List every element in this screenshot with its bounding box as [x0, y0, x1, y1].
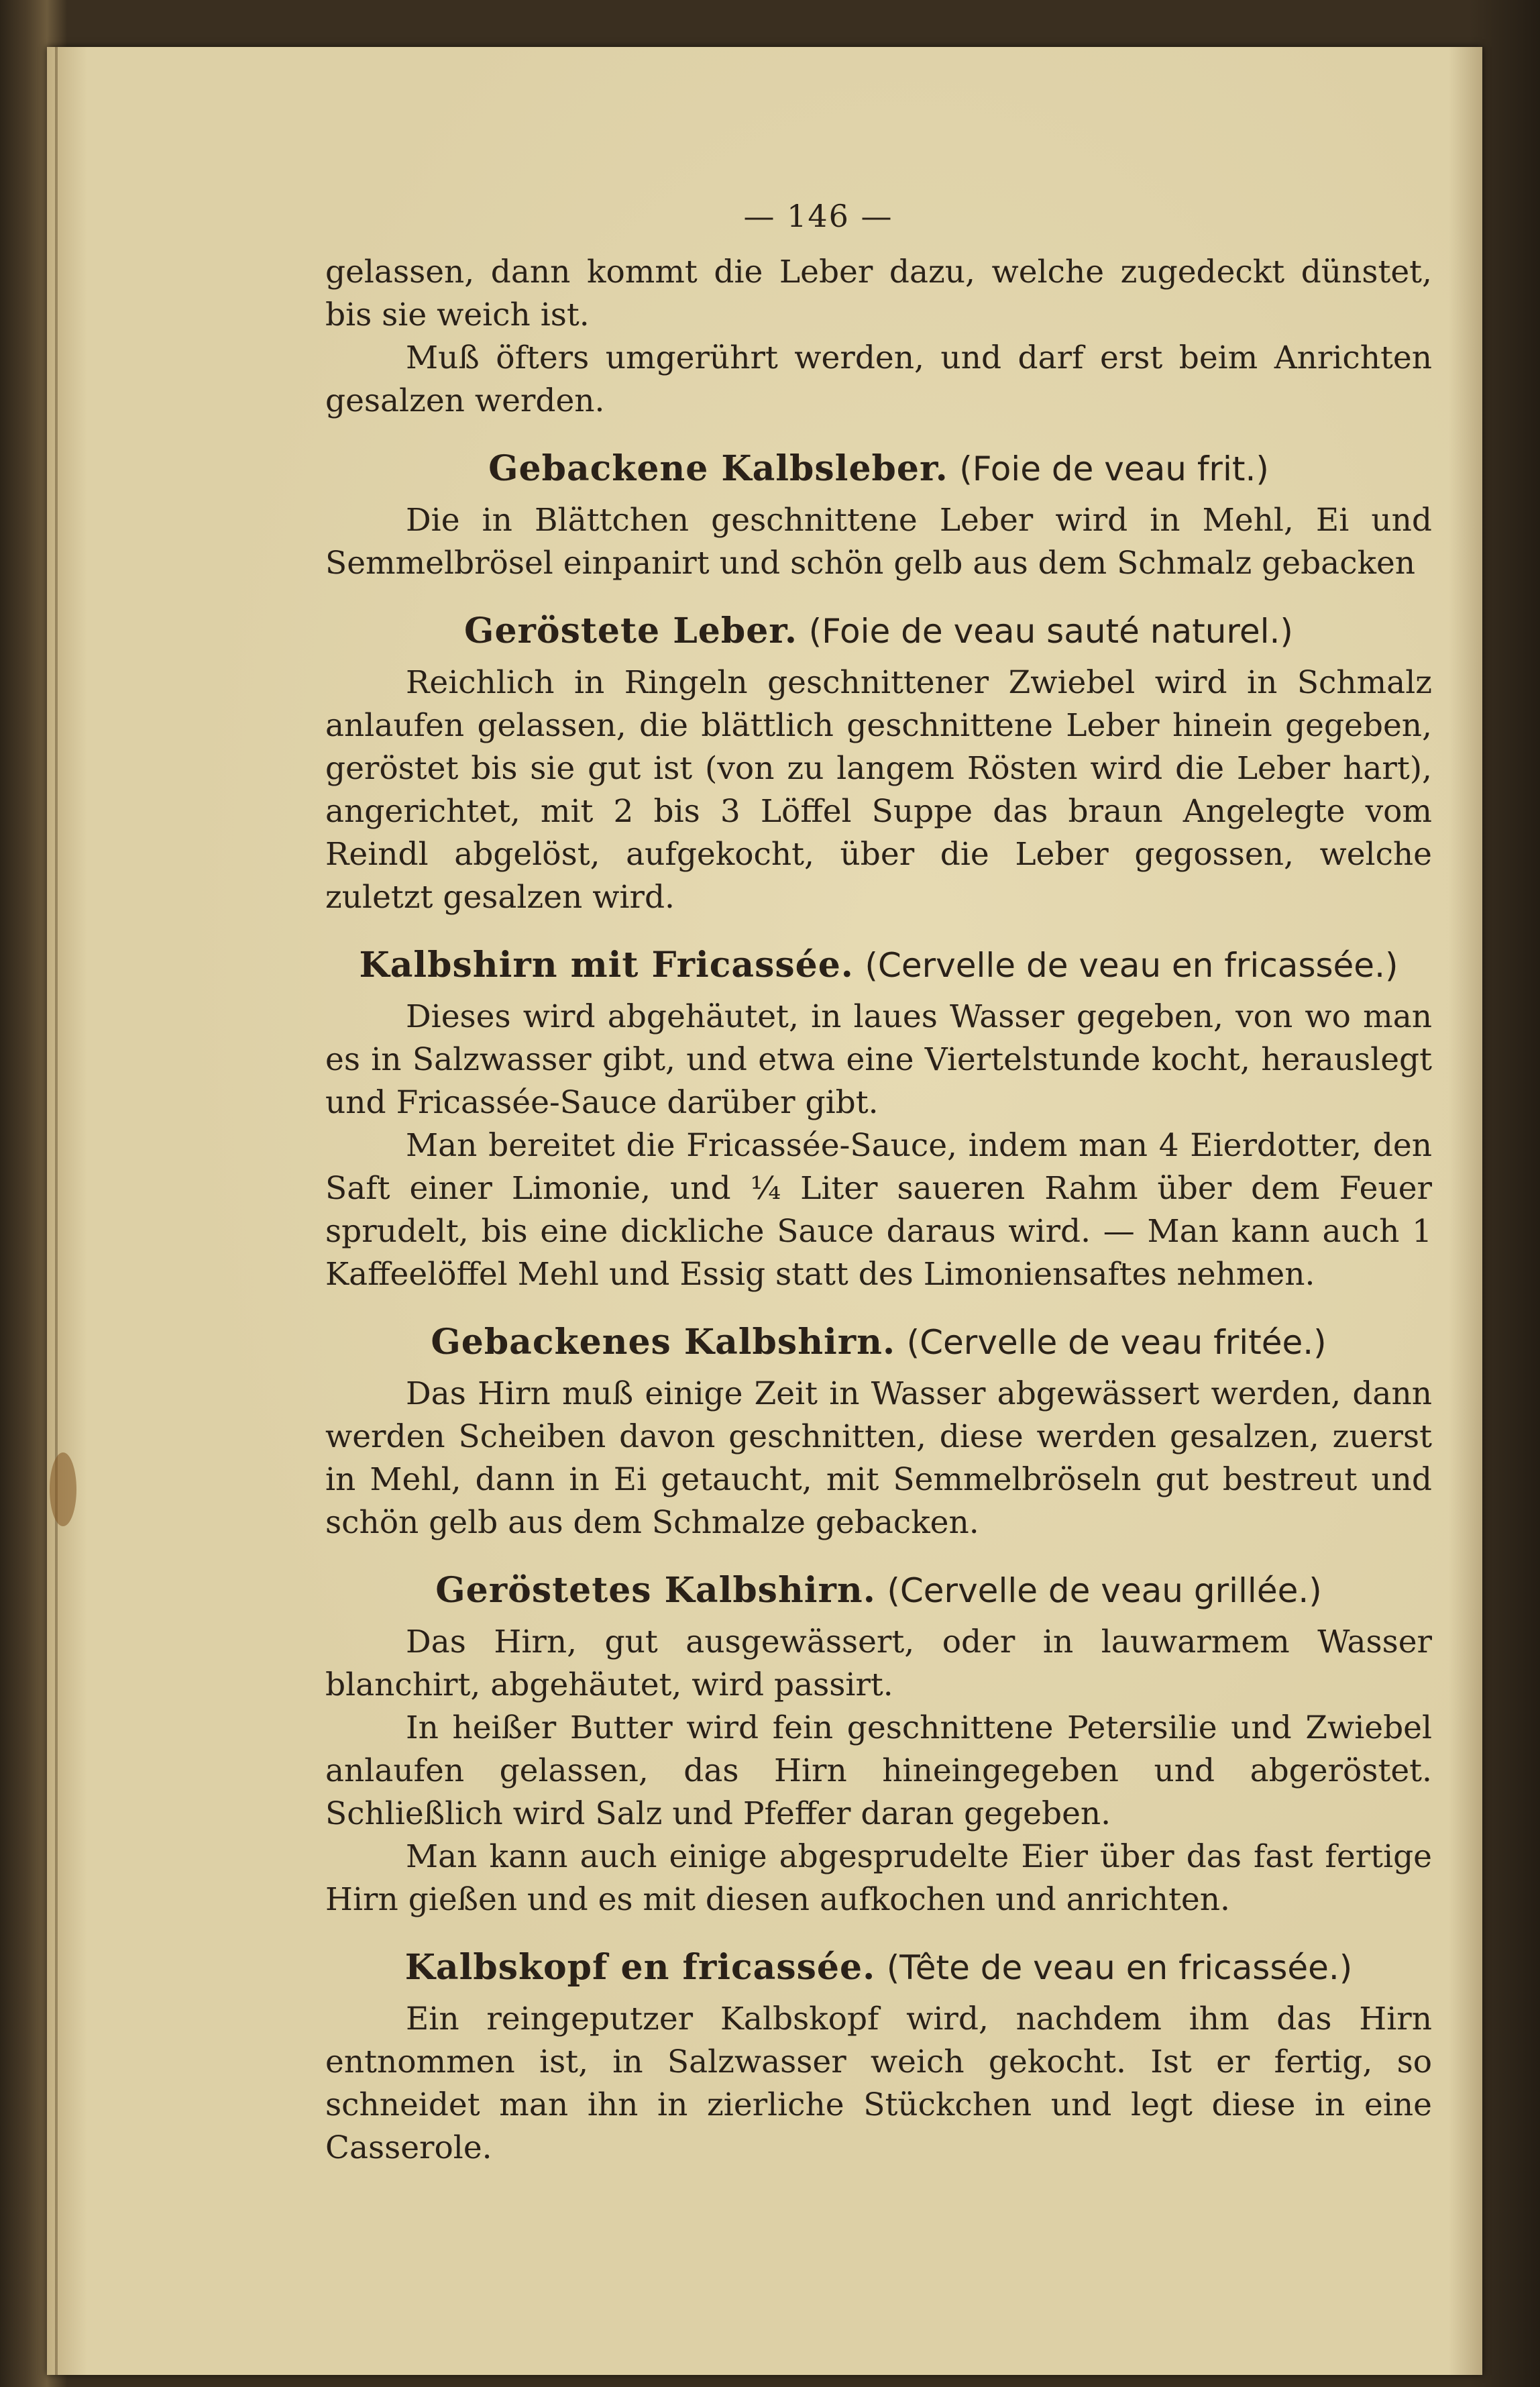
recipe-paragraph: Man kann auch einige abgesprudelte Eier über das fast fertige Hirn gießen und es mit diesen aufkochen und anrichten. — [325, 1838, 1432, 1918]
recipe-title-french: (Cervelle de veau en fricassée.) — [865, 946, 1398, 985]
recipe-paragraph: Reichlich in Ringeln geschnittener Zwiebel wird in Schmalz anlaufen gelassen, die blättlich geschnittene Leber hinein gegeben, geröstet bis sie gut ist (von zu langem Rösten wird die Leber hart), angerichtet, mit 2 bis 3 Löffel Suppe das braun Angelegte vom Reindl abgelöst, aufgekocht, über die Leber gegossen, welche zuletzt gesalzen wird. — [325, 664, 1432, 916]
recipe-title-german: Geröstete Leber. — [464, 611, 798, 651]
page-number: — 146 — — [743, 198, 893, 234]
recipe — [325, 1319, 1432, 1544]
recipe-heading — [325, 942, 1432, 989]
recipe-paragraph: Man bereitet die Fricassée-Sauce, indem man 4 Eierdotter, den Saft einer Limonie, und ¼ Liter saueren Rahm über dem Feuer sprudelt, bis eine dickliche Sauce daraus wird. — Man kann auch 1 Kaffeelöffel Mehl und Essig statt des Limoniensaftes nehmen. — [325, 1127, 1432, 1293]
recipe — [325, 608, 1432, 919]
recipe-title-french: (Tête de veau en fricassée.) — [886, 1948, 1353, 1987]
recipe-heading — [325, 1319, 1432, 1366]
recipe-heading — [325, 608, 1432, 655]
recipe-heading — [325, 1944, 1432, 1991]
recipe-paragraph: In heißer Butter wird fein geschnittene Petersilie und Zwiebel anlaufen gelassen, das Hirn hineingegeben und abgeröstet. Schließlich wird Salz und Pfeffer daran gegeben. — [325, 1709, 1432, 1832]
recipe-paragraph: Die in Blättchen geschnittene Leber wird in Mehl, Ei und Semmelbrösel einpanirt und schön gelb aus dem Schmalz gebacken — [325, 502, 1432, 582]
recipe-title-french: (Foie de veau sauté naturel.) — [808, 612, 1293, 651]
intro-paragraph: Muß öfters umgerührt werden, und darf erst beim Anrichten gesalzen werden. — [325, 339, 1432, 419]
page-edge — [55, 47, 58, 2375]
recipe-paragraph: Dieses wird abgehäutet, in laues Wasser gegeben, von wo man es in Salzwasser gibt, und etwa eine Viertelstunde kocht, herauslegt und Fricassée-Sauce darüber gibt. — [325, 998, 1432, 1121]
recipe — [325, 942, 1432, 1296]
recipe — [325, 1567, 1432, 1921]
recipe-paragraph: Das Hirn muß einige Zeit in Wasser abgewässert werden, dann werden Scheiben davon geschnitten, diese werden gesalzen, zuerst in Mehl, dann in Ei getaucht, mit Semmelbröseln gut bestreut und schön gelb aus dem Schmalze gebacken. — [325, 1375, 1432, 1541]
recipe-paragraph: Ein reingeputzer Kalbskopf wird, nachdem ihm das Hirn entnommen ist, in Salzwasser weich gekocht. Ist er fertig, so schneidet man ihn in zierliche Stückchen und legt diese in eine Casserole. — [325, 2001, 1432, 2166]
recipe-heading — [325, 445, 1432, 492]
recipe-paragraph: Das Hirn, gut ausgewässert, oder in lauwarmem Wasser blanchirt, abgehäutet, wird passirt. — [325, 1624, 1432, 1703]
paper-stain — [50, 1452, 76, 1526]
recipe-title-german: Gebackenes Kalbshirn. — [431, 1322, 896, 1363]
recipe-title-french: (Foie de veau frit.) — [959, 449, 1269, 488]
recipe — [325, 1944, 1432, 2170]
recipe-title-german: Kalbskopf en fricassée. — [404, 1947, 876, 1988]
recipe-heading — [325, 1567, 1432, 1614]
recipe — [325, 445, 1432, 585]
recipe-title-german: Geröstetes Kalbshirn. — [435, 1570, 876, 1611]
recipe-title-german: Kalbshirn mit Fricassée. — [359, 945, 854, 986]
recipe-title-french: (Cervelle de veau grillée.) — [887, 1571, 1322, 1610]
intro-paragraph: gelassen, dann kommt die Leber dazu, welche zugedeckt dünstet, bis sie weich ist. — [325, 254, 1432, 333]
recipe-title-french: (Cervelle de veau fritée.) — [906, 1323, 1327, 1362]
recipe-title-german: Gebackene Kalbsleber. — [488, 448, 948, 489]
page-content — [325, 195, 1432, 2170]
